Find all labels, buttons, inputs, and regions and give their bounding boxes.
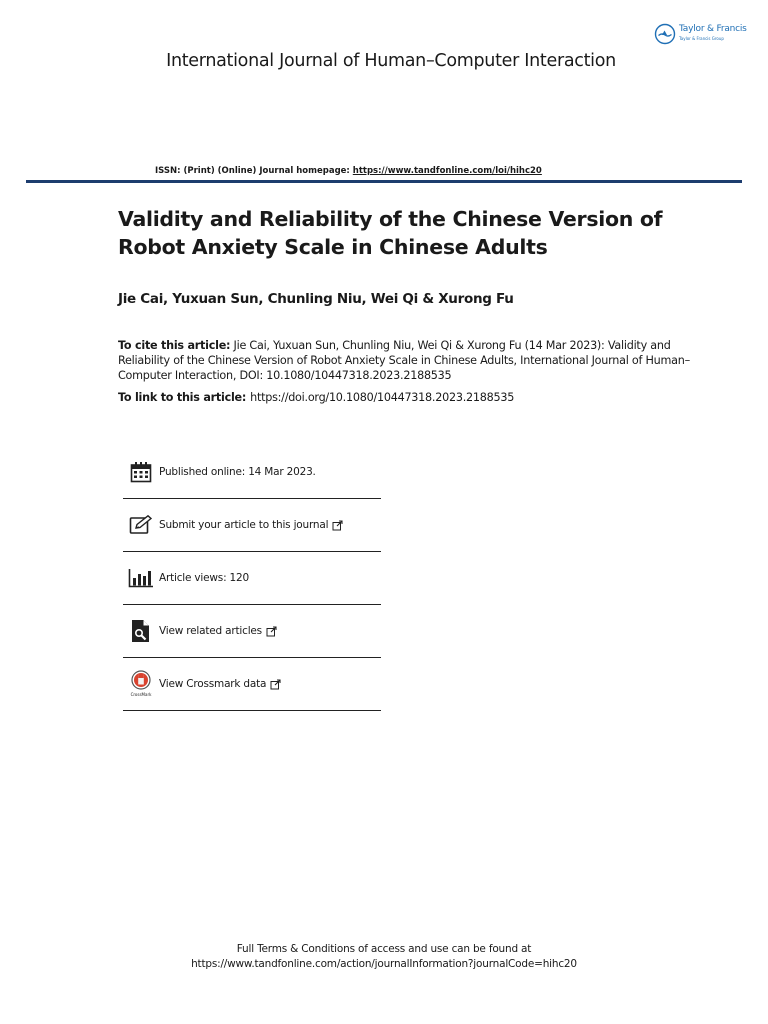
related-articles-link[interactable]: View related articles: [159, 625, 262, 637]
issn-line: [155, 166, 542, 176]
calendar-icon: [123, 461, 159, 483]
publisher-logo: [654, 21, 754, 47]
article-actions: [123, 445, 381, 711]
cite-label: To cite this article:: [118, 339, 231, 352]
citation-block: [118, 338, 698, 383]
cite-text: Jie Cai, Yuxuan Sun, Chunling Niu, Wei Qi & Xurong Fu (14 Mar 2023): Validity and Reliability of the Chinese Version of Robot Anxiety Scale in Chinese Adults, International Journal of Human–Computer Interaction, DOI:: [118, 339, 690, 382]
submit-article-row[interactable]: [123, 499, 381, 552]
article-views-label: Article views: 120: [159, 572, 249, 584]
submit-article-link[interactable]: Submit your article to this journal: [159, 519, 329, 531]
published-online-row: [123, 445, 381, 499]
crossmark-link[interactable]: View Crossmark data: [159, 678, 267, 690]
journal-title: International Journal of Human–Computer Interaction: [166, 51, 616, 71]
issn-prefix: ISSN: (Print) (Online) Journal homepage:: [155, 166, 353, 176]
crossmark-icon: [123, 670, 159, 698]
author-list: Jie Cai, Yuxuan Sun, Chunling Niu, Wei Qi & Xurong Fu: [118, 291, 514, 307]
header-divider: [26, 180, 742, 183]
footer: [0, 942, 768, 972]
footer-terms-url[interactable]: https://www.tandfonline.com/action/journalInformation?journalCode=hihc20: [191, 958, 577, 970]
article-views-row: [123, 552, 381, 605]
link-label: To link to this article:: [118, 391, 247, 404]
footer-terms-text: Full Terms & Conditions of access and use can be found at: [236, 943, 532, 955]
article-doi-link[interactable]: https://doi.org/10.1080/10447318.2023.2188535: [250, 391, 515, 404]
journal-homepage-link[interactable]: https://www.tandfonline.com/loi/hihc20: [352, 166, 542, 176]
external-link-icon: [332, 520, 343, 531]
cite-doi-link[interactable]: 10.1080/10447318.2023.2188535: [266, 369, 452, 382]
external-link-icon: [266, 626, 277, 637]
edit-icon: [123, 515, 159, 535]
article-link-block: [118, 391, 514, 404]
bar-chart-icon: [123, 568, 159, 588]
search-document-icon: [123, 619, 159, 643]
external-link-icon: [270, 679, 281, 690]
published-online-label: Published online: 14 Mar 2023.: [159, 465, 316, 478]
publisher-group: Taylor & Francis Group: [679, 36, 724, 41]
crossmark-row[interactable]: [123, 658, 381, 711]
taylor-francis-logo-icon: [654, 23, 676, 45]
article-title: Validity and Reliability of the Chinese Version of Robot Anxiety Scale in Chinese Adults: [118, 207, 663, 259]
related-articles-row[interactable]: [123, 605, 381, 658]
crossmark-icon-label: CrossMark: [130, 692, 152, 697]
publisher-name: Taylor & Francis: [679, 24, 747, 34]
